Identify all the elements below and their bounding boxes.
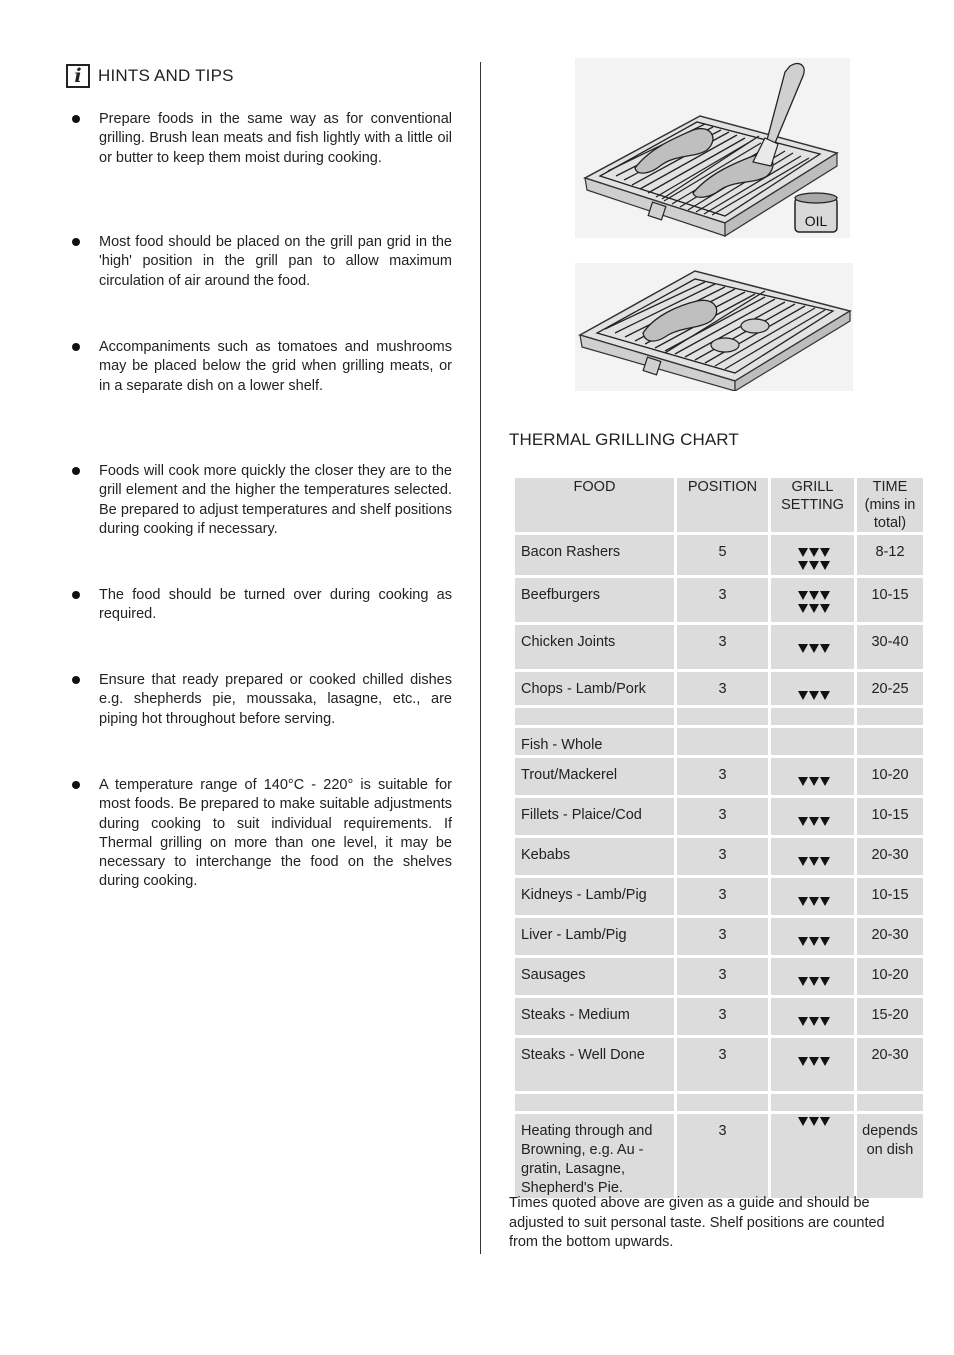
triangle-down-icon: [798, 937, 808, 946]
grill-setting-cell: [771, 672, 854, 705]
grill-setting-cell: [771, 578, 854, 622]
triangle-down-icon: [820, 977, 830, 986]
triangle-down-icon: [809, 817, 819, 826]
grill-setting-cell: [771, 758, 854, 795]
food-cell: [515, 708, 674, 725]
oil-label: OIL: [804, 213, 828, 229]
food-cell: [515, 1094, 674, 1111]
oil-jar-lid: [795, 193, 837, 203]
triangle-down-icon: [820, 857, 830, 866]
position-cell: [677, 1094, 768, 1111]
triangle-down-icon: [798, 897, 808, 906]
triangle-down-icon: [809, 591, 819, 600]
bullet-icon: [72, 591, 80, 599]
time-cell: depends on dish: [857, 1114, 923, 1198]
triangle-down-icon: [820, 1117, 830, 1126]
header-time: TIME (mins in total): [857, 478, 923, 532]
triangle-down-icon: [809, 548, 819, 557]
grill-setting-icon: [793, 690, 833, 705]
tip-text: Ensure that ready prepared or cooked chilled dishes e.g. shepherds pie, moussaka, lasagne, etc., are piping hot throughout before serving.: [99, 672, 452, 727]
triangle-down-icon: [820, 1017, 830, 1026]
food-cell: Bacon Rashers: [515, 535, 674, 575]
triangle-down-icon: [809, 937, 819, 946]
table-row: [515, 1094, 923, 1111]
triangle-down-icon: [798, 817, 808, 826]
grill-setting-cell: [771, 998, 854, 1035]
header-position: POSITION: [677, 478, 768, 532]
triangle-down-icon: [798, 644, 808, 653]
time-cell: 20-30: [857, 838, 923, 875]
table-row: [515, 958, 923, 995]
tip-item: [72, 233, 452, 291]
position-cell: [677, 728, 768, 755]
triangle-down-icon: [820, 817, 830, 826]
grill-setting-cell: [771, 708, 854, 725]
bullet-icon: [72, 238, 80, 246]
time-cell: 30-40: [857, 625, 923, 669]
triangle-down-icon: [798, 1057, 808, 1066]
grill-setting-icon: [793, 856, 833, 871]
table-row: [515, 578, 923, 622]
triangle-down-icon: [820, 897, 830, 906]
triangle-down-icon: [809, 1117, 819, 1126]
triangle-down-icon: [809, 1017, 819, 1026]
grill-setting-cell: [771, 918, 854, 955]
position-cell: 3: [677, 625, 768, 669]
grill-setting-icon: [793, 896, 833, 911]
grill-setting-cell: [771, 1094, 854, 1111]
time-cell: 10-15: [857, 578, 923, 622]
triangle-down-icon: [820, 777, 830, 786]
grill-setting-icon: [793, 1056, 833, 1071]
time-cell: 15-20: [857, 998, 923, 1035]
grill-pan-grid-illustration: [575, 263, 853, 391]
triangle-down-icon: [809, 604, 819, 613]
triangle-down-icon: [820, 691, 830, 700]
tip-text: Foods will cook more quickly the closer they are to the grill element and the higher the temperatures selected. Be prepared to adjust temperatures and shelf positions during cooking if necessary.: [99, 463, 452, 537]
time-cell: [857, 708, 923, 725]
triangle-down-icon: [809, 561, 819, 570]
position-cell: 3: [677, 758, 768, 795]
bullet-icon: [72, 115, 80, 123]
position-cell: 3: [677, 958, 768, 995]
food-cell: Chicken Joints: [515, 625, 674, 669]
triangle-down-icon: [820, 644, 830, 653]
header-grill-setting: GRILL SETTING: [771, 478, 854, 532]
triangle-down-icon: [809, 644, 819, 653]
triangle-down-icon: [798, 561, 808, 570]
food-cell: Sausages: [515, 958, 674, 995]
food-cell: Chops - Lamb/Pork: [515, 672, 674, 705]
table-row: [515, 625, 923, 669]
grill-setting-cell: [771, 1114, 854, 1198]
grill-setting-icon: [793, 1016, 833, 1031]
tip-text: Accompaniments such as tomatoes and mushrooms may be placed below the grid when grilling meats, or in a separate dish on a lower shelf.: [99, 339, 452, 394]
triangle-down-icon: [798, 1017, 808, 1026]
time-cell: 8-12: [857, 535, 923, 575]
triangle-down-icon: [798, 591, 808, 600]
tip-text: The food should be turned over during cooking as required.: [99, 587, 452, 623]
time-cell: [857, 728, 923, 755]
grill-setting-cell: [771, 958, 854, 995]
table-row: [515, 708, 923, 725]
food-cell: Beefburgers: [515, 578, 674, 622]
tip-text: Prepare foods in the same way as for conventional grilling. Brush lean meats and fish lightly with a little oil or butter to keep them moist during cooking.: [99, 111, 452, 166]
grill-setting-cell: [771, 838, 854, 875]
grill-setting-icon: [793, 1116, 833, 1131]
food-cell: Kebabs: [515, 838, 674, 875]
table-row: [515, 878, 923, 915]
time-cell: 20-25: [857, 672, 923, 705]
grill-setting-cell: [771, 878, 854, 915]
food-cell: Fish - Whole: [515, 728, 674, 755]
triangle-down-icon: [798, 691, 808, 700]
table-row: [515, 535, 923, 575]
triangle-down-icon: [798, 604, 808, 613]
chart-title: THERMAL GRILLING CHART: [509, 430, 739, 449]
table-row: [515, 798, 923, 835]
triangle-down-icon: [820, 561, 830, 570]
header-food: FOOD: [515, 478, 674, 532]
triangle-down-icon: [820, 937, 830, 946]
position-cell: [677, 708, 768, 725]
position-cell: 5: [677, 535, 768, 575]
grill-setting-icon: [793, 936, 833, 951]
table-row: [515, 1114, 923, 1198]
triangle-down-icon: [798, 548, 808, 557]
tip-item: [72, 338, 452, 396]
bullet-icon: [72, 781, 80, 789]
position-cell: 3: [677, 838, 768, 875]
triangle-down-icon: [798, 777, 808, 786]
hints-title: HINTS AND TIPS: [98, 66, 234, 85]
triangle-down-icon: [798, 857, 808, 866]
triangle-down-icon: [798, 977, 808, 986]
time-cell: 10-20: [857, 758, 923, 795]
grill-setting-icon: [793, 776, 833, 791]
time-cell: 10-15: [857, 878, 923, 915]
triangle-down-icon: [820, 604, 830, 613]
time-cell: 20-30: [857, 1038, 923, 1091]
triangle-down-icon: [809, 1057, 819, 1066]
grill-setting-cell: [771, 728, 854, 755]
grill-setting-icon: [793, 976, 833, 991]
food-cell: Kidneys - Lamb/Pig: [515, 878, 674, 915]
food-cell: Steaks - Well Done: [515, 1038, 674, 1091]
grill-pan-brushing-illustration: [575, 58, 850, 238]
tomato-half: [711, 338, 739, 352]
triangle-down-icon: [809, 691, 819, 700]
table-row: [515, 838, 923, 875]
tip-item: [72, 110, 452, 168]
position-cell: 3: [677, 578, 768, 622]
position-cell: 3: [677, 878, 768, 915]
table-row: [515, 672, 923, 705]
column-divider: [480, 62, 481, 1254]
triangle-down-icon: [809, 777, 819, 786]
position-cell: 3: [677, 1038, 768, 1091]
triangle-down-icon: [809, 897, 819, 906]
time-cell: 10-15: [857, 798, 923, 835]
triangle-down-icon: [820, 548, 830, 557]
grill-setting-icon: [793, 547, 833, 575]
food-cell: Trout/Mackerel: [515, 758, 674, 795]
time-cell: 20-30: [857, 918, 923, 955]
bullet-icon: [72, 467, 80, 475]
grill-setting-icon: [793, 816, 833, 831]
table-row: [515, 918, 923, 955]
tomato-half: [741, 319, 769, 333]
bullet-icon: [72, 676, 80, 684]
time-cell: 10-20: [857, 958, 923, 995]
position-cell: 3: [677, 918, 768, 955]
position-cell: 3: [677, 998, 768, 1035]
position-cell: 3: [677, 798, 768, 835]
chart-body: [515, 535, 923, 1198]
grill-setting-cell: [771, 625, 854, 669]
grill-setting-cell: [771, 798, 854, 835]
grill-setting-icon: [793, 643, 833, 658]
position-cell: 3: [677, 1114, 768, 1198]
grill-setting-icon: [793, 590, 833, 618]
table-row: [515, 758, 923, 795]
tip-item: [72, 671, 452, 729]
hints-header: [66, 62, 234, 90]
triangle-down-icon: [809, 857, 819, 866]
table-row: [515, 728, 923, 755]
triangle-down-icon: [820, 591, 830, 600]
time-cell: [857, 1094, 923, 1111]
table-header-row: [515, 478, 923, 532]
position-cell: 3: [677, 672, 768, 705]
food-cell: Steaks - Medium: [515, 998, 674, 1035]
tip-text: A temperature range of 140°C - 220° is suitable for most foods. Be prepared to make suitable adjustments during cooking to suit individual requirements. If Thermal grilling on more than one level, it may be necessary to interchange the food on the shelves during cooking.: [99, 777, 452, 890]
grill-setting-cell: [771, 1038, 854, 1091]
triangle-down-icon: [809, 977, 819, 986]
info-icon: i: [66, 64, 90, 88]
table-row: [515, 1038, 923, 1091]
table-row: [515, 998, 923, 1035]
bullet-icon: [72, 343, 80, 351]
triangle-down-icon: [820, 1057, 830, 1066]
triangle-down-icon: [798, 1117, 808, 1126]
grill-setting-cell: [771, 535, 854, 575]
tip-item: [72, 586, 452, 625]
tip-item: [72, 462, 452, 539]
grilling-chart-table: [512, 475, 926, 1201]
tip-item: [72, 776, 452, 892]
food-cell: Liver - Lamb/Pig: [515, 918, 674, 955]
food-cell: Fillets - Plaice/Cod: [515, 798, 674, 835]
tip-text: Most food should be placed on the grill pan grid in the 'high' position in the grill pan to allow maximum circulation of air around the food.: [99, 234, 452, 289]
chart-footnote: Times quoted above are given as a guide and should be adjusted to suit personal taste. Shelf positions are counted from the bottom upwards.: [509, 1195, 885, 1250]
food-cell: Heating through and Browning, e.g. Au - gratin, Lasagne, Shepherd's Pie.: [515, 1114, 674, 1198]
